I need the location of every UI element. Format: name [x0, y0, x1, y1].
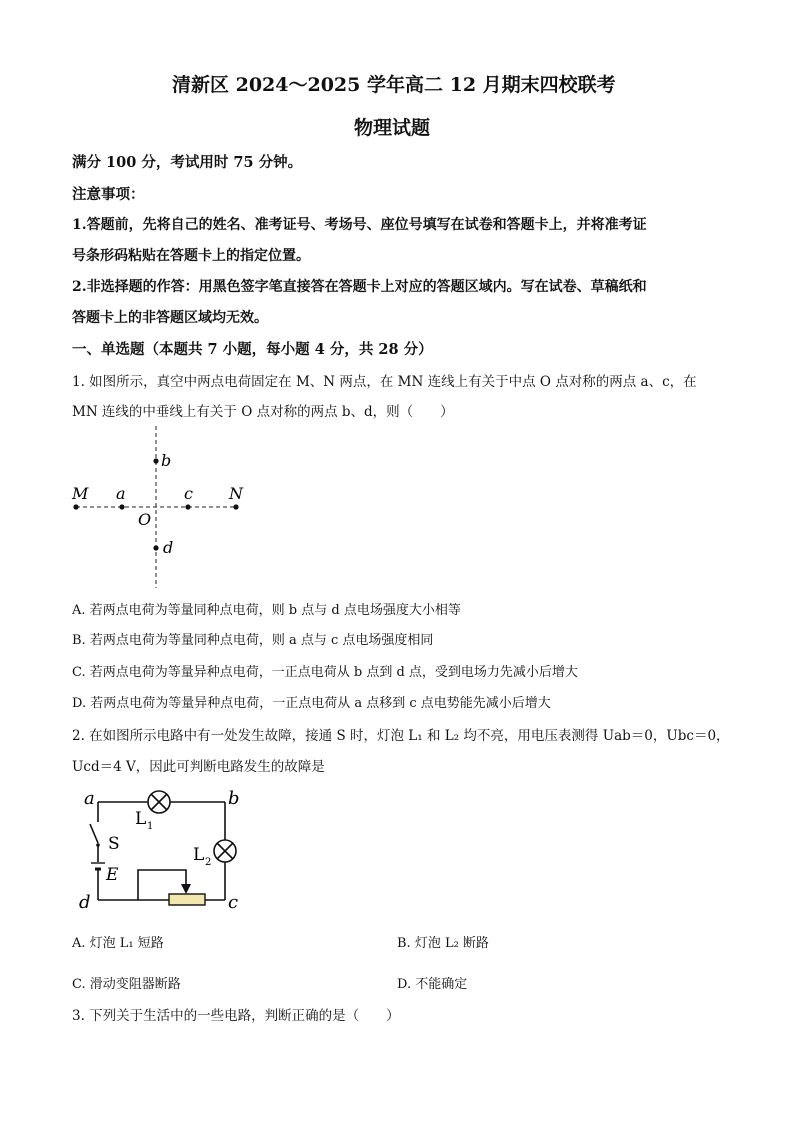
point-m — [73, 504, 78, 509]
subject-title: 物理试题 — [354, 117, 431, 139]
notice-heading: 注意事项： — [72, 186, 145, 203]
label-d: d — [163, 538, 174, 557]
q1-option-c: C. 若两点电荷为等量异种点电荷，一正点电荷从 b 点到 d 点，受到电场力先减小后增大 — [72, 665, 578, 680]
label-c: c — [228, 892, 239, 913]
label-l2-sub: 2 — [205, 857, 212, 868]
q1-stem-line2: MN 连线的中垂线上有关于 O 点对称的两点 b、d，则（ ） — [72, 404, 454, 420]
section-heading: 一、单选题（本题共 7 小题，每小题 4 分，共 28 分） — [72, 341, 433, 358]
label-b: b — [161, 451, 172, 470]
point-b — [153, 458, 158, 463]
q2-option-b: B. 灯泡 L₂ 断路 — [397, 936, 489, 951]
label-m: M — [72, 484, 89, 503]
point-c — [185, 504, 190, 509]
label-s: S — [108, 834, 120, 854]
lamp-l2-icon — [214, 840, 236, 862]
label-l1: L — [135, 809, 147, 829]
lamp-l1-icon — [148, 791, 170, 813]
slider-arrow-icon — [181, 884, 191, 894]
note2-line2: 答题卡上的非答题区域均无效。 — [72, 310, 268, 326]
label-l1-sub: 1 — [147, 821, 154, 832]
q1-option-d: D. 若两点电荷为等量异种点电荷，一正点电荷从 a 点移到 c 点电势能先减小后增大 — [72, 696, 551, 711]
q1-stem-line1: 1. 如图所示，真空中两点电荷固定在 M、N 两点，在 MN 连线上有关于中点 O 点对称的两点 a、c，在 — [72, 374, 697, 390]
note1-line1: 1.答题前，先将自己的姓名、准考证号、考场号、座位号填写在试卷和答题卡上，并将准考证 — [72, 217, 647, 233]
q3-stem-line1: 3. 下列关于生活中的一些电路，判断正确的是（ ） — [72, 1008, 400, 1024]
exam-title: 清新区 2024～2025 学年高二 12 月期末四校联考 — [172, 74, 616, 96]
score-time-text: 满分 100 分，考试用时 75 分钟。 — [72, 154, 303, 171]
label-b: b — [228, 788, 240, 809]
q1-charge-figure — [60, 420, 260, 590]
label-a: a — [116, 484, 126, 503]
q1-option-a: A. 若两点电荷为等量同种点电荷，则 b 点与 d 点电场强度大小相等 — [72, 603, 461, 618]
label-a: a — [84, 788, 95, 809]
q2-circuit-figure — [72, 788, 252, 918]
q2-option-a: A. 灯泡 L₁ 短路 — [72, 936, 164, 951]
q2-option-d: D. 不能确定 — [397, 977, 468, 992]
label-o: O — [138, 510, 152, 529]
q2-option-c: C. 滑动变阻器断路 — [72, 977, 181, 992]
switch-s-icon — [90, 824, 98, 843]
label-c: c — [184, 484, 193, 503]
note1-line2: 号条形码粘贴在答题卡上的指定位置。 — [72, 248, 310, 264]
point-d — [153, 545, 158, 550]
point-n — [233, 504, 238, 509]
label-d: d — [79, 892, 91, 913]
q1-option-b: B. 若两点电荷为等量同种点电荷，则 a 点与 c 点电场强度相同 — [72, 633, 434, 648]
q2-stem-line1: 2. 在如图所示电路中有一处发生故障，接通 S 时，灯泡 L₁ 和 L₂ 均不亮，用电压表测得 Uab＝0，Ubc＝0， — [72, 728, 730, 744]
note2-line1: 2.非选择题的作答：用黑色签字笔直接答在答题卡上对应的答题区域内。写在试卷、草稿纸和 — [72, 279, 647, 295]
label-e: E — [106, 865, 119, 885]
label-n: N — [229, 484, 243, 503]
point-a — [119, 504, 124, 509]
battery-e-icon — [91, 863, 105, 869]
q2-stem-line2: Ucd＝4 V，因此可判断电路发生的故障是 — [72, 759, 325, 775]
label-l2: L — [193, 845, 205, 865]
rheostat-icon — [169, 894, 205, 905]
